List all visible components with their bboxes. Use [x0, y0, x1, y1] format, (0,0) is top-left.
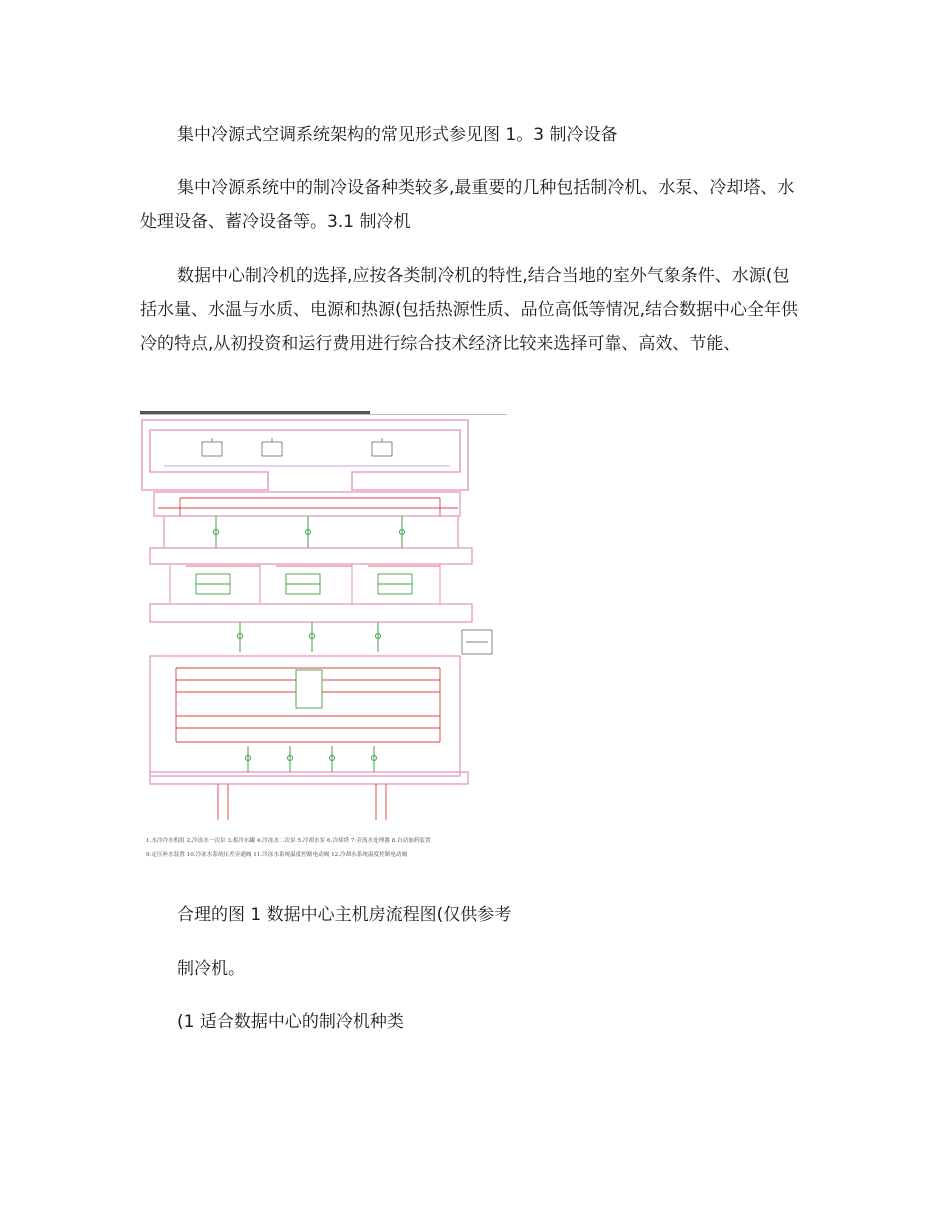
- paragraph-3: 数据中心制冷机的选择,应按各类制冷机的特性,结合当地的室外气象条件、水源(包括水量、水温与水质、电源和热源(包括热源性质、品位高低等情况,结合数据中心全年供冷的特点,从初投资和运行费用进行综合技术经济比较来选择可靠、高效、节能、: [140, 266, 799, 354]
- figure-legend-row-2: 9.定压补水装置 10.冷冻水系统压差旁通阀 11.冷冻水系统温度控制电动阀 12.冷却水系统温度控制电动阀: [146, 852, 408, 858]
- supply-return-pipes: [218, 784, 386, 820]
- paragraph-1: 集中冷源式空调系统架构的常见形式参见图 1。3 制冷设备: [177, 125, 618, 145]
- flow-diagram: [140, 416, 507, 872]
- paragraph-6: (1 适合数据中心的制冷机种类: [177, 1012, 404, 1032]
- condenser-loop: [150, 492, 472, 622]
- secondary-pumps: [246, 746, 377, 772]
- figure-top-rule-thin: [140, 414, 507, 415]
- primary-pumps: [238, 622, 381, 652]
- flow-diagram-figure: [140, 416, 507, 872]
- cooling-tower-loop: [142, 420, 468, 490]
- makeup-water-device: [462, 630, 492, 654]
- storage-tank: [296, 670, 322, 708]
- figure-legend-row-1: 1.水冷冷水机组 2.冷冻水一次泵 3.蓄冷水罐 4.冷冻水二次泵 5.冷却水泵 6.冷却塔 7.旁流水处理器 8.自动加药装置: [146, 838, 431, 844]
- chiller-units: [196, 574, 412, 594]
- paragraph-2: 集中冷源系统中的制冷设备种类较多,最重要的几种包括制冷机、水泵、冷却塔、水处理设备、蓄冷设备等。3.1 制冷机: [140, 178, 795, 232]
- condenser-lines-red: [158, 498, 458, 516]
- cooling-tower-units: [202, 438, 392, 456]
- paragraph-4: 合理的图 1 数据中心主机房流程图(仅供参考: [177, 905, 512, 925]
- condenser-pumps: [214, 516, 405, 548]
- paragraph-5: 制冷机。: [177, 959, 245, 979]
